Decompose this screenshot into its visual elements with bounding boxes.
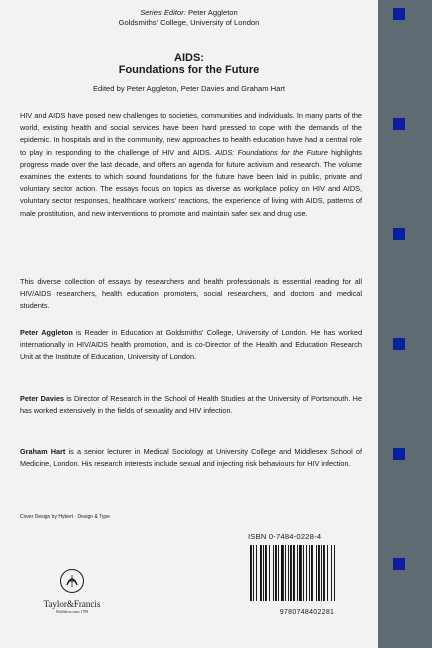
barcode-bar [299,545,302,601]
barcode-bar [269,545,270,601]
publisher-emblem-icon [59,568,85,594]
spine-mark [393,118,405,130]
bio-name: Peter Davies [20,394,65,403]
series-affiliation: Goldsmiths' College, University of London [118,18,260,27]
bio-name: Peter Aggleton [20,328,73,337]
barcode-bar [250,545,252,601]
barcode-bar [275,545,277,601]
barcode-bar [256,545,257,601]
barcode-bar [260,545,262,601]
spine-strip [378,0,432,648]
bio-peter-davies [20,393,362,417]
barcode-bar [263,545,264,601]
barcode-bar [288,545,289,601]
barcode-bar [273,545,274,601]
bio-peter-aggleton [20,327,362,364]
barcode-bar [321,545,322,601]
barcode-bar [318,545,320,601]
title-line-2: Foundations for the Future [118,64,260,76]
barcode [248,545,366,601]
edited-by: Edited by Peter Aggleton, Peter Davies and Graham Hart [92,84,286,93]
blurb-text-a: HIV and AIDS have posed new challenges to societies, communities and individuals. In many parts of the world, existing health and social services have been hard pressed to cope with the demands of the epidemic. In hospitals and in the community, new approaches to health education have had a central role to play in responding to the challenge of HIV and AIDS. [20,111,362,157]
publisher-logo [36,568,108,614]
barcode-bar [285,545,286,601]
bio-text: is Director of Research in the School of Health Studies at the University of Portsmouth. He has worked extensively in the fields of sexuality and HIV infection. [20,394,362,416]
publisher-name: Taylor&Francis [43,599,101,609]
cover-design-credit: Cover Design by Hybert · Design & Type [20,514,110,520]
barcode-bar [323,545,325,601]
spine-mark [393,558,405,570]
series-label: Series Editor: [140,8,186,17]
blurb-book-title: AIDS: Foundations for the Future [215,147,328,157]
barcode-bar [334,545,335,601]
barcode-bar [293,545,295,601]
spine-mark [393,228,405,240]
barcode-bar [253,545,254,601]
barcode-bar [306,545,307,601]
barcode-bar [303,545,304,601]
publisher-tagline: Publishers since 1798 [56,610,88,614]
bio-name: Graham Hart [20,447,66,456]
barcode-bar [309,545,310,601]
blurb-paragraph-2: This diverse collection of essays by researchers and health professionals is essential reading for all HIV/AIDS researchers, health education promoters, social researchers, and doctors and medical students. [20,277,362,311]
title-line-1: AIDS: [174,52,204,64]
barcode-bar [311,545,313,601]
barcode-bar [316,545,317,601]
spine-mark [393,338,405,350]
series-editor-name: Peter Aggleton [187,8,238,17]
bio-text: is Reader in Education at Goldsmiths' College, University of London. He has worked internationally in HIV/AIDS health promotion, and is co-Director of the Health and Education Research Unit at the Institute of Education, University of London. [20,328,362,362]
barcode-bar [278,545,279,601]
barcode-bar [327,545,328,601]
bio-graham-hart [20,446,362,470]
bio-text: is a senior lecturer in Medical Sociology at University College and Middlesex School of Medicine, London. His research interests include sexual and injecting risk behaviours for HIV infection. [20,447,362,469]
barcode-bar [290,545,292,601]
barcode-bar [297,545,298,601]
spine-mark [393,448,405,460]
barcode-bar [265,545,267,601]
barcode-bar [331,545,332,601]
blurb-text-b: highlights progress made over the last decade, and offers an agenda for future activism and research. The volume examines the extents to which sound foundations for the future have been laid in public, private and voluntary sector action. The essays focus on topics as diverse as workplace policy on HIV and AIDS, voluntary sector responses, healthcare workers' reactions, the experience of living with AIDS, patterns of male prostitution, and new interventions to promote and maintain safer sex and drug use. [20,147,363,218]
barcode-bar [281,545,284,601]
isbn: ISBN 0-7484-0228-4 [248,532,322,541]
blurb-paragraph-1 [20,110,362,220]
barcode-number: 9780748402281 [279,609,335,616]
book-title [0,52,378,76]
series-editor-block [0,8,378,28]
spine-mark [393,8,405,20]
